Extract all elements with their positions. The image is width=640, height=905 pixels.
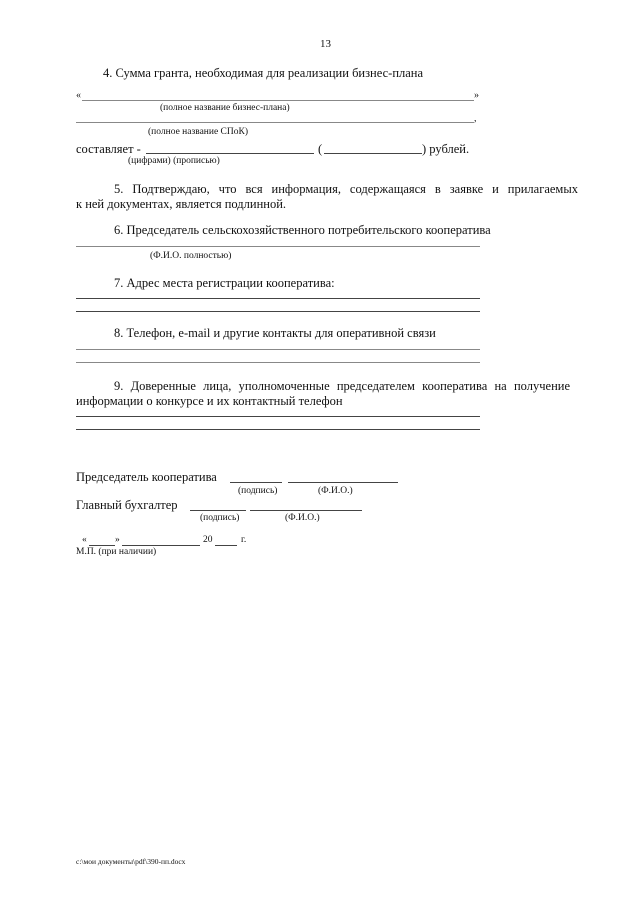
business-plan-caption: (полное название бизнес-плана) (160, 103, 290, 113)
chairman-name-caption: (Ф.И.О.) (318, 486, 353, 496)
date-year-prefix: 20 (203, 535, 213, 545)
stamp-note: М.П. (при наличии) (76, 547, 157, 557)
contacts-line-2[interactable] (76, 362, 480, 363)
address-line-2[interactable] (76, 311, 480, 312)
spok-caption: (полное название СПоК) (148, 127, 248, 137)
chairman-sign-caption: (подпись) (238, 486, 278, 496)
trusted-persons-line-1[interactable] (76, 416, 480, 417)
date-year-field[interactable] (215, 545, 237, 546)
accountant-sign-caption: (подпись) (200, 513, 240, 523)
section-5-line-1: 5. Подтверждаю, что вся информация, содержащаяся в заявке и прилагаемых (114, 182, 578, 196)
chairman-fullname-line[interactable] (76, 246, 480, 247)
accountant-name-caption: (Ф.И.О.) (285, 513, 320, 523)
chairman-signature-field[interactable] (230, 482, 282, 483)
page-number: 13 (320, 38, 331, 50)
trusted-persons-line-2[interactable] (76, 429, 480, 430)
quote-close: » (474, 90, 479, 101)
chairman-fullname-caption: (Ф.И.О. полностью) (150, 251, 232, 261)
section-4-title: 4. Сумма гранта, необходимая для реализации бизнес-плана (103, 66, 424, 80)
address-line-1[interactable] (76, 298, 480, 299)
accountant-name-field[interactable] (250, 510, 362, 511)
date-year-suffix: г. (241, 535, 247, 545)
accountant-label: Главный бухгалтер (76, 498, 178, 512)
date-open-quote: « (82, 535, 87, 545)
section-9-line-2: информации о конкурсе и их контактный телефон (76, 394, 343, 408)
section-8-title: 8. Телефон, e-mail и другие контакты для оперативной связи (114, 326, 436, 340)
footer-file-path: c:\мои документы\pdf\390-пп.docx (76, 857, 186, 866)
comma: , (474, 113, 477, 124)
date-month-field[interactable] (122, 545, 200, 546)
accountant-signature-field[interactable] (190, 510, 246, 511)
date-close-quote: » (115, 535, 120, 545)
section-6-title: 6. Председатель сельскохозяйственного потребительского кооператива (114, 223, 491, 237)
business-plan-name-line[interactable] (82, 100, 474, 101)
section-5-line-2: к ней документах, является подлинной. (76, 197, 287, 211)
amount-suffix: ) рублей. (422, 142, 470, 156)
chairman-label: Председатель кооператива (76, 470, 217, 484)
section-7-title: 7. Адрес места регистрации кооператива: (114, 276, 335, 290)
section-9-line-1: 9. Доверенные лица, уполномоченные председателем кооператива на получение (114, 379, 570, 393)
quote-open: « (76, 90, 81, 101)
amount-digits-field[interactable] (146, 153, 314, 154)
amount-words-field[interactable] (324, 153, 422, 154)
chairman-name-field[interactable] (288, 482, 398, 483)
amount-prefix: составляет - (76, 142, 141, 156)
contacts-line-1[interactable] (76, 349, 480, 350)
digits-caption: (цифрами) (прописью) (128, 156, 220, 166)
paren-open: ( (318, 142, 323, 156)
date-day-field[interactable] (89, 545, 115, 546)
spok-name-line[interactable] (76, 122, 474, 123)
